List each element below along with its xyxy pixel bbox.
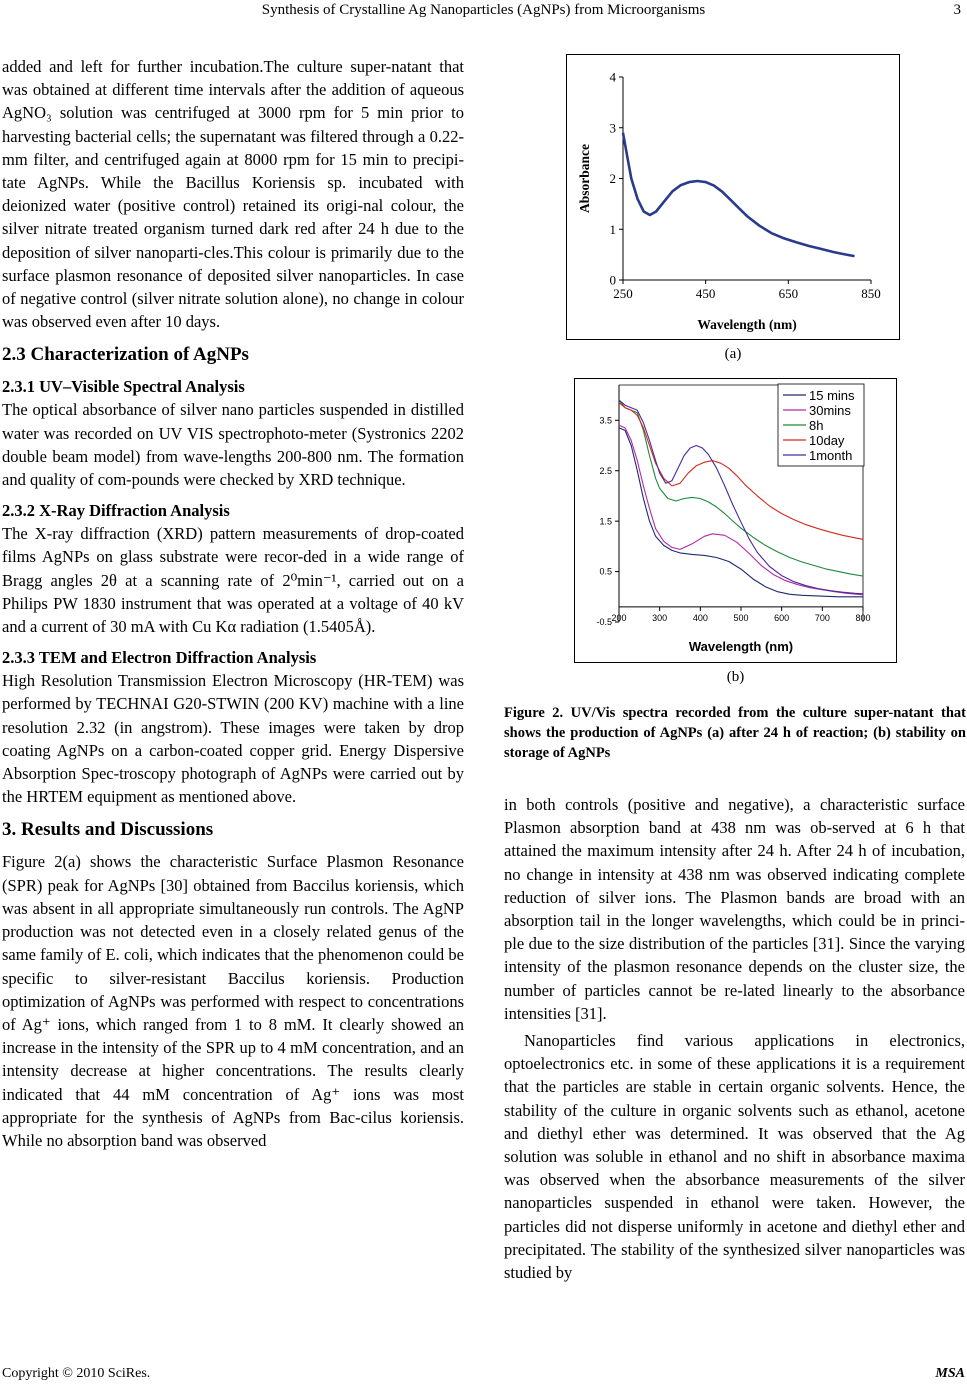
- running-title: Synthesis of Crystalline Ag Nanoparticles (AgNPs) from Microorganisms: [261, 2, 706, 18]
- legend-label: 1month: [809, 448, 853, 463]
- journal-name: MSA: [935, 1366, 965, 1381]
- paragraph-uv-vis: The optical absorbance of silver nano particles suspended in distilled water was recorded on UV VIS spectrophoto-meter (Systronics 2202 double beam model) from wave-lengths 200-800 nm. The formation and quality of com-pounds were checked by XRD technique.: [2, 400, 464, 490]
- paragraph-stability: Nanoparticles find various applications in electronics, optoelectronics etc. in some of these applications it is a requirement that the particles are stable in certain organic solvents. Hence, the stability of the culture in organic solvents such as ethanol, acetone and diethyl ether was determined. It was observed that the Ag solution was soluble in ethanol and no shift in absorbance maxima was observed when the absorbance measurements of the silver nanoparticles suspended in ethanol were taken. However, the particles did not disperse uniformly in acetone and diethyl ether and precipitated. The stability of the synthesized silver nanoparticles was studied by: [504, 1031, 965, 1283]
- x-tick-label: 850: [861, 286, 881, 301]
- heading-characterization: 2.3 Characterization of AgNPs: [2, 344, 249, 366]
- right-column: [504, 793, 965, 1284]
- copyright: Copyright © 2010 SciRes.: [2, 1366, 151, 1381]
- y-tick-label: 1.5: [599, 516, 612, 527]
- figure-a-label: (a): [724, 346, 742, 362]
- chart-b: [575, 379, 896, 662]
- page-footer: [2, 1366, 965, 1382]
- heading-uv-vis: 2.3.1 UV–Visible Spectral Analysis: [2, 377, 245, 397]
- x-tick-label: 650: [778, 286, 799, 301]
- y-tick-label: 4: [609, 69, 616, 85]
- y-tick-label: 2: [609, 171, 616, 187]
- y-tick-label: 3: [609, 120, 616, 136]
- x-tick-label: 700: [814, 612, 830, 623]
- legend-label: 10day: [809, 433, 845, 448]
- paragraph-tem: High Resolution Transmission Electron Microscopy (HR-TEM) was performed by TECHNAI G20-STWIN (200 KV) machine with a line resolution 2.32 (in angstrom). These images were taken by drop coating AgNPs on a carbon-coated copper grid. Energy Dispersive Absorption Spec-troscopy photograph of AgNPs were carried out by the HRTEM equipment as mentioned above.: [2, 671, 464, 807]
- figure-b-frame: [574, 378, 897, 663]
- x-tick-label: 450: [695, 286, 716, 301]
- figure-a-frame: [566, 54, 900, 340]
- legend-label: 15 mins: [809, 388, 855, 403]
- legend-label: 8h: [809, 418, 824, 433]
- paragraph-plasmon: in both controls (positive and negative), a characteristic surface Plasmon absorption band at 438 nm was ob-served at 6 h that attained the maximum intensity after 24 h. After 24 h of incubation, no change in intensity at 438 nm was observed indicating complete reduction of silver ions. The Plasmon bands are broad with an absorption tail in the longer wavelengths, which could be in princi-ple due to the size distribution of the particles [31]. Since the varying intensity of the plasmon resonance depends on the cluster size, the number of particles cannot be re-lated linearly to the absorbance intensities [31].: [504, 795, 965, 1023]
- y-tick-label: -0.5: [596, 617, 612, 628]
- y-tick-label: 2.5: [599, 465, 612, 476]
- heading-tem: 2.3.3 TEM and Electron Diffraction Analysis: [2, 648, 317, 668]
- series-line-0: [623, 133, 855, 256]
- x-tick-label: 300: [652, 612, 668, 623]
- figure-caption: Figure 2. UV/Vis spectra recorded from the culture super-natant that shows the production of AgNPs (a) after 24 h of reaction; (b) stability on storage of AgNPs: [504, 705, 966, 761]
- y-axis-title: Absorbance: [577, 143, 592, 214]
- x-tick-label: 250: [613, 286, 633, 301]
- figure-b-label: (b): [726, 669, 745, 685]
- y-tick-label: 0.5: [599, 566, 612, 577]
- paragraph-incubation: added and left for further incubation.The culture super-natant that was obtained at different time intervals after the addition of aqueous AgNO₃ solution was centrifuged at 3000 rpm for 5 min prior to harvesting bacterial cells; the supernatant was filtered through a 0.22-mm filter, and centrifuged again at 8000 rpm for 15 min to precipi-tate AgNPs. While the Bacillus Koriensis sp. incubated with deionized water (positive control) retained its origi-nal colour, the silver nitrate treated organism turned dark red after 24 h due to the deposition of silver nanoparti-cles.This colour is primarily due to the surface plasmon resonance of deposited silver nanoparticles. In case of negative control (silver nitrate solution alone), no change in colour was observed even after 10 days.: [2, 57, 464, 332]
- running-header: [0, 2, 967, 22]
- legend-label: 30mins: [809, 403, 851, 418]
- left-column: [2, 55, 464, 1152]
- x-tick-label: 500: [733, 612, 749, 623]
- heading-results: 3. Results and Discussions: [2, 819, 214, 841]
- x-tick-label: 400: [692, 612, 708, 623]
- paragraph-results: Figure 2(a) shows the characteristic Surface Plasmon Resonance (SPR) peak for AgNPs [30] obtained from Baccilus koriensis, which was absent in all appropriate simultaneously run controls. The AgNP production was not detected even in a closely related genus of the same family of E. coli, which indicates that the phenomenon could be specific to silver-resistant Baccilus koriensis. Production optimization of AgNPs was performed with respect to concentrations of Ag⁺ ions, which ranged from 1 to 8 mM. It clearly showed an increase in the intensity of the SPR up to 4 mM concentration, and an intensity decrease at higher concentrations. The results clearly indicated that 44 mM concentration of Ag⁺ ions was most appropriate for the synthesis of AgNPs from Bac-cilus koriensis. While no absorption band was observed: [2, 852, 464, 1150]
- page-number: 3: [953, 2, 961, 18]
- chart-a: [567, 55, 899, 339]
- x-axis-title: Wavelength (nm): [697, 317, 797, 332]
- heading-xrd: 2.3.2 X-Ray Diffraction Analysis: [2, 501, 230, 521]
- paragraph-xrd: The X-ray diffraction (XRD) pattern measurements of drop-coated films AgNPs on glass substrate were recor-ded in a wide range of Bragg angles 2θ at a scanning rate of 2⁰min⁻¹, carried out on a Philips PW 1830 instrument that was operated at a voltage of 40 kV and a current of 30 mA with Cu Kα radiation (1.5405Å).: [2, 524, 464, 637]
- y-tick-label: 0: [609, 272, 616, 288]
- x-tick-label: 200: [611, 612, 627, 623]
- y-tick-label: 1: [609, 221, 616, 237]
- x-axis-title: Wavelength (nm): [688, 639, 794, 654]
- y-tick-label: 3.5: [599, 415, 612, 426]
- x-tick-label: 800: [855, 612, 871, 623]
- x-tick-label: 600: [774, 612, 790, 623]
